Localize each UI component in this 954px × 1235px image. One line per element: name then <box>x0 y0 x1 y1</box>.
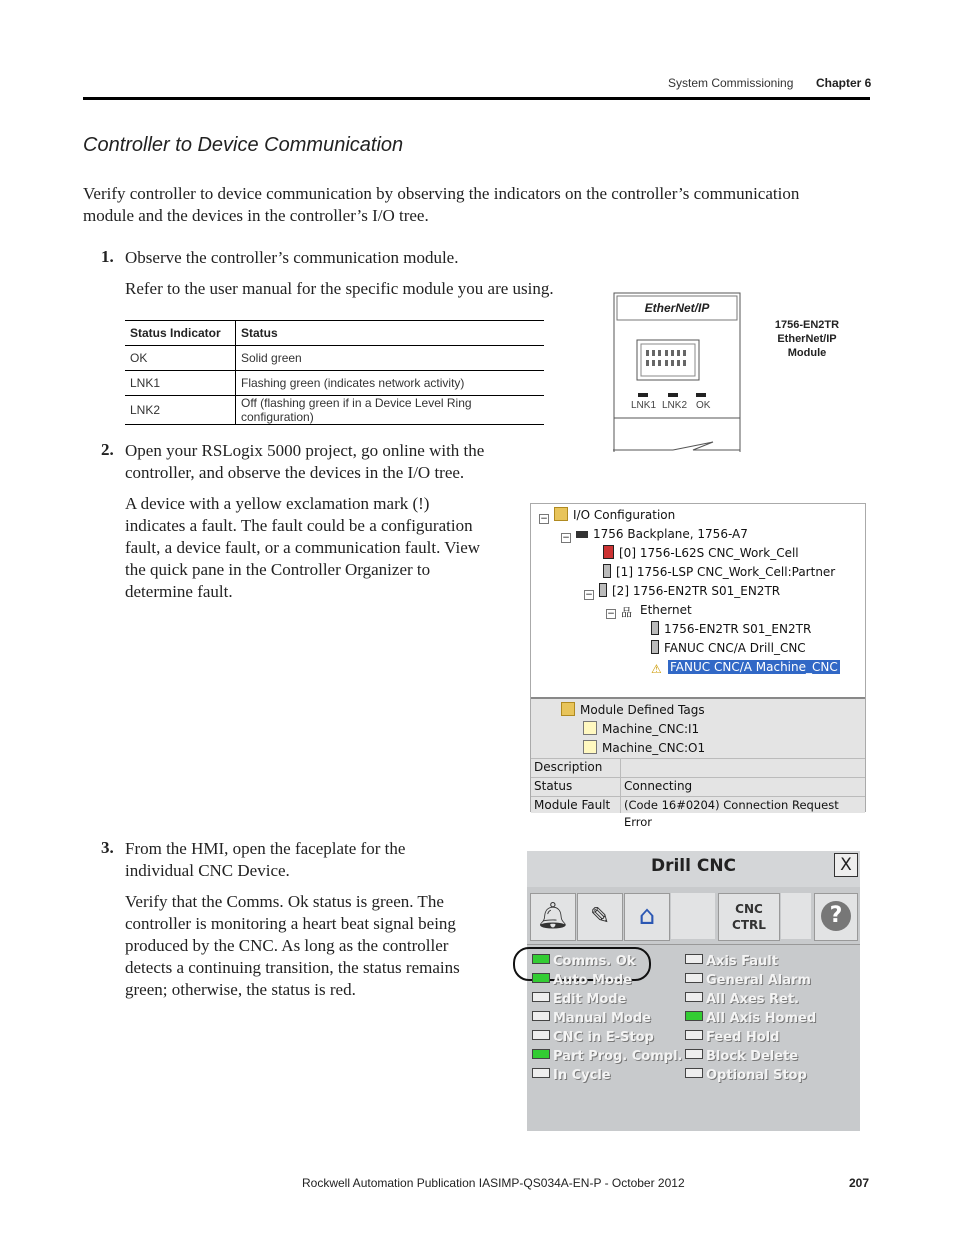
bell-icon: 🔔︎ <box>536 901 570 931</box>
tag-item[interactable] <box>583 740 705 757</box>
tree-item-en2tr[interactable] <box>651 621 811 638</box>
cnc-ctrl-label: CNC <box>735 902 763 916</box>
quick-field-label: Module Fault <box>534 798 611 812</box>
quick-field-label: Description <box>534 760 603 774</box>
step-2-text: Open your RSLogix 5000 project, go online with the controller, and observe the devices in the I/O tree. <box>125 441 485 482</box>
footer-publication: Rockwell Automation Publication IASIMP-QS034A-EN-P - October 2012 <box>302 1176 685 1190</box>
table-header-row <box>125 321 544 346</box>
tree-item-label: [2] 1756-EN2TR S01_EN2TR <box>612 584 781 598</box>
table-cell: LNK1 <box>125 371 236 396</box>
status-label: CNC in E-Stop <box>553 1030 654 1045</box>
tag-label: Machine_CNC:I1 <box>602 722 700 736</box>
wrench-icon: ✎ <box>589 902 611 930</box>
column-header-indicator: Status Indicator <box>125 321 236 346</box>
status-item <box>685 1030 779 1045</box>
status-item <box>532 992 626 1007</box>
status-item <box>532 1011 651 1026</box>
table-row <box>125 371 544 396</box>
tree-item-label: I/O Configuration <box>573 508 676 522</box>
network-icon: 品 <box>621 606 632 619</box>
empty-slot <box>671 893 715 939</box>
tree-item-label-selected: FANUC CNC/A Machine_CNC <box>670 660 838 674</box>
tag-folder-item[interactable] <box>561 702 705 719</box>
status-led-icon <box>532 973 550 983</box>
collapse-icon[interactable]: − <box>562 533 570 543</box>
status-label: All Axis Homed <box>706 1011 817 1026</box>
tree-item-ethernet[interactable] <box>606 602 692 619</box>
hmi-title: Drill CNC <box>650 856 737 876</box>
quick-field-value: (Code 16#0204) Connection Request Error <box>624 798 839 829</box>
warning-icon: ⚠ <box>651 662 662 676</box>
status-led-icon <box>685 1030 703 1040</box>
tree-item-label: [1] 1756-LSP CNC_Work_Cell:Partner <box>616 565 836 579</box>
tree-item-label: 1756-EN2TR S01_EN2TR <box>664 622 812 636</box>
tree-item-label: Ethernet <box>640 603 692 617</box>
led-label-lnk2: LNK2 <box>662 400 688 411</box>
status-label: Optional Stop <box>706 1068 807 1083</box>
tree-item-label: [0] 1756-L62S CNC_Work_Cell <box>619 546 799 560</box>
step-3-text: From the HMI, open the faceplate for the individual CNC Device. <box>125 839 406 880</box>
module-icon <box>603 564 611 578</box>
help-button[interactable] <box>814 893 858 941</box>
status-label: Feed Hold <box>706 1030 780 1045</box>
alarm-bell-button[interactable] <box>530 893 576 941</box>
module-caption-line: Module <box>787 347 827 359</box>
cnc-ctrl-button[interactable] <box>718 893 780 941</box>
status-label: Comms. Ok <box>553 954 636 969</box>
collapse-icon[interactable]: − <box>607 609 615 619</box>
module-caption-line: EtherNet/IP <box>777 333 837 345</box>
close-button[interactable]: X <box>834 853 858 877</box>
status-led-icon <box>532 992 550 1002</box>
status-item <box>685 1011 816 1026</box>
tag-label: Module Defined Tags <box>580 703 705 717</box>
status-label: All Axes Ret. <box>706 992 800 1007</box>
status-led-icon <box>532 1011 550 1021</box>
status-item <box>532 1030 654 1045</box>
column-header-status: Status <box>236 321 545 346</box>
empty-slot <box>781 893 811 939</box>
table-cell: OK <box>125 346 236 371</box>
header-rule <box>83 97 870 100</box>
folder-icon <box>561 702 575 716</box>
status-led-icon <box>532 1049 550 1059</box>
status-led-icon <box>532 1030 550 1040</box>
status-label: Manual Mode <box>553 1011 651 1026</box>
status-label: General Alarm <box>706 973 811 988</box>
table-cell: LNK2 <box>125 396 236 425</box>
module-icon <box>651 621 659 635</box>
running-header-section: System Commissioning <box>668 76 794 90</box>
status-item <box>532 973 632 988</box>
status-led-icon <box>685 992 703 1002</box>
step-2-note: A device with a yellow exclamation mark (!) indicates a fault. The fault could be a configuration fault, a device fault, or a communication fault. View the quick pane in the Controller Organizer to determine fault. <box>125 494 481 601</box>
status-item <box>685 973 811 988</box>
status-led-icon <box>532 1068 550 1078</box>
step-1-note: Refer to the user manual for the specific module you are using. <box>125 279 554 298</box>
tree-item-drill-cnc[interactable] <box>651 640 806 657</box>
settings-button[interactable] <box>577 893 623 941</box>
table-cell: Off (flashing green if in a Device Level Ring configuration) <box>236 396 545 425</box>
status-label: Axis Fault <box>706 954 778 969</box>
status-label: Block Delete <box>706 1049 799 1064</box>
tree-item-machine-cnc[interactable] <box>651 659 840 676</box>
home-button[interactable] <box>624 893 670 941</box>
table-cell: Solid green <box>236 346 545 371</box>
status-led-icon <box>685 1011 703 1021</box>
status-label: Auto Mode <box>553 973 632 988</box>
io-tree-screenshot <box>530 503 866 829</box>
intro-paragraph: Verify controller to device communication by observing the indicators on the controller’s communication module and the devices in the controller’s I/O tree. <box>83 184 800 225</box>
status-item <box>532 1068 611 1083</box>
tree-item-label: FANUC CNC/A Drill_CNC <box>664 641 806 655</box>
help-icon: ? <box>821 901 851 931</box>
status-led-icon <box>685 954 703 964</box>
tree-item-backplane[interactable] <box>561 526 748 543</box>
collapse-icon[interactable]: − <box>585 590 593 600</box>
quick-field-value: Connecting <box>624 779 693 793</box>
module-caption-line: 1756-EN2TR <box>774 319 840 331</box>
tag-item[interactable] <box>583 721 699 738</box>
status-item <box>685 992 799 1007</box>
cnc-ctrl-label: CTRL <box>732 918 766 932</box>
quick-field-label: Status <box>534 779 573 793</box>
status-item <box>685 1068 807 1083</box>
backplane-icon <box>576 531 588 538</box>
led-label-lnk1: LNK1 <box>631 400 657 411</box>
step-2-number: 2. <box>101 440 114 459</box>
status-label: Part Prog. Compl. <box>553 1049 683 1064</box>
step-3-note: Verify that the Comms. Ok status is green. The controller is monitoring a heart beat signal being produced by the CNC. As long as the controller detects a continuing transition, the status remains green; otherwise, the status is red. <box>125 892 460 999</box>
tag-label: Machine_CNC:O1 <box>602 741 706 755</box>
module-caption <box>770 318 844 360</box>
module-icon <box>651 640 659 654</box>
tree-item-label: 1756 Backplane, 1756-A7 <box>593 527 748 541</box>
status-label: Edit Mode <box>553 992 627 1007</box>
status-label: In Cycle <box>553 1068 611 1083</box>
table-row <box>125 396 544 425</box>
folder-icon <box>554 507 568 521</box>
status-led-icon <box>532 954 550 964</box>
running-header-chapter: Chapter 6 <box>816 76 872 90</box>
status-item <box>685 1049 798 1064</box>
tree-item-slot-0[interactable] <box>603 545 799 562</box>
tree-item-slot-2[interactable] <box>584 583 780 600</box>
status-item <box>532 1049 682 1064</box>
ethernet-module-illustration <box>613 292 741 452</box>
led-label-ok: OK <box>696 400 711 411</box>
home-icon: ⌂ <box>638 901 656 931</box>
hmi-faceplate <box>527 851 860 1131</box>
tag-edit-icon <box>583 740 597 754</box>
tree-item-slot-1[interactable] <box>603 564 835 581</box>
quick-pane <box>531 697 865 829</box>
step-3-number: 3. <box>101 838 114 857</box>
status-led-icon <box>685 1049 703 1059</box>
tree-item-io-configuration[interactable] <box>539 507 675 524</box>
module-label: EtherNet/IP <box>644 301 710 315</box>
controller-icon <box>603 545 614 559</box>
tag-edit-icon <box>583 721 597 735</box>
section-title: Controller to Device Communication <box>83 134 404 156</box>
status-led-icon <box>685 973 703 983</box>
table-cell: Flashing green (indicates network activity) <box>236 371 545 396</box>
step-1-text: Observe the controller’s communication module. <box>125 248 459 267</box>
collapse-icon[interactable]: − <box>540 514 548 524</box>
status-item <box>685 954 778 969</box>
status-led-icon <box>685 1068 703 1078</box>
status-indicator-table <box>125 320 544 425</box>
module-outline-graphic <box>613 292 741 454</box>
status-item <box>532 954 635 969</box>
module-icon <box>599 583 607 597</box>
step-1-number: 1. <box>101 247 114 266</box>
page-number: 207 <box>849 1176 870 1190</box>
table-row <box>125 346 544 371</box>
